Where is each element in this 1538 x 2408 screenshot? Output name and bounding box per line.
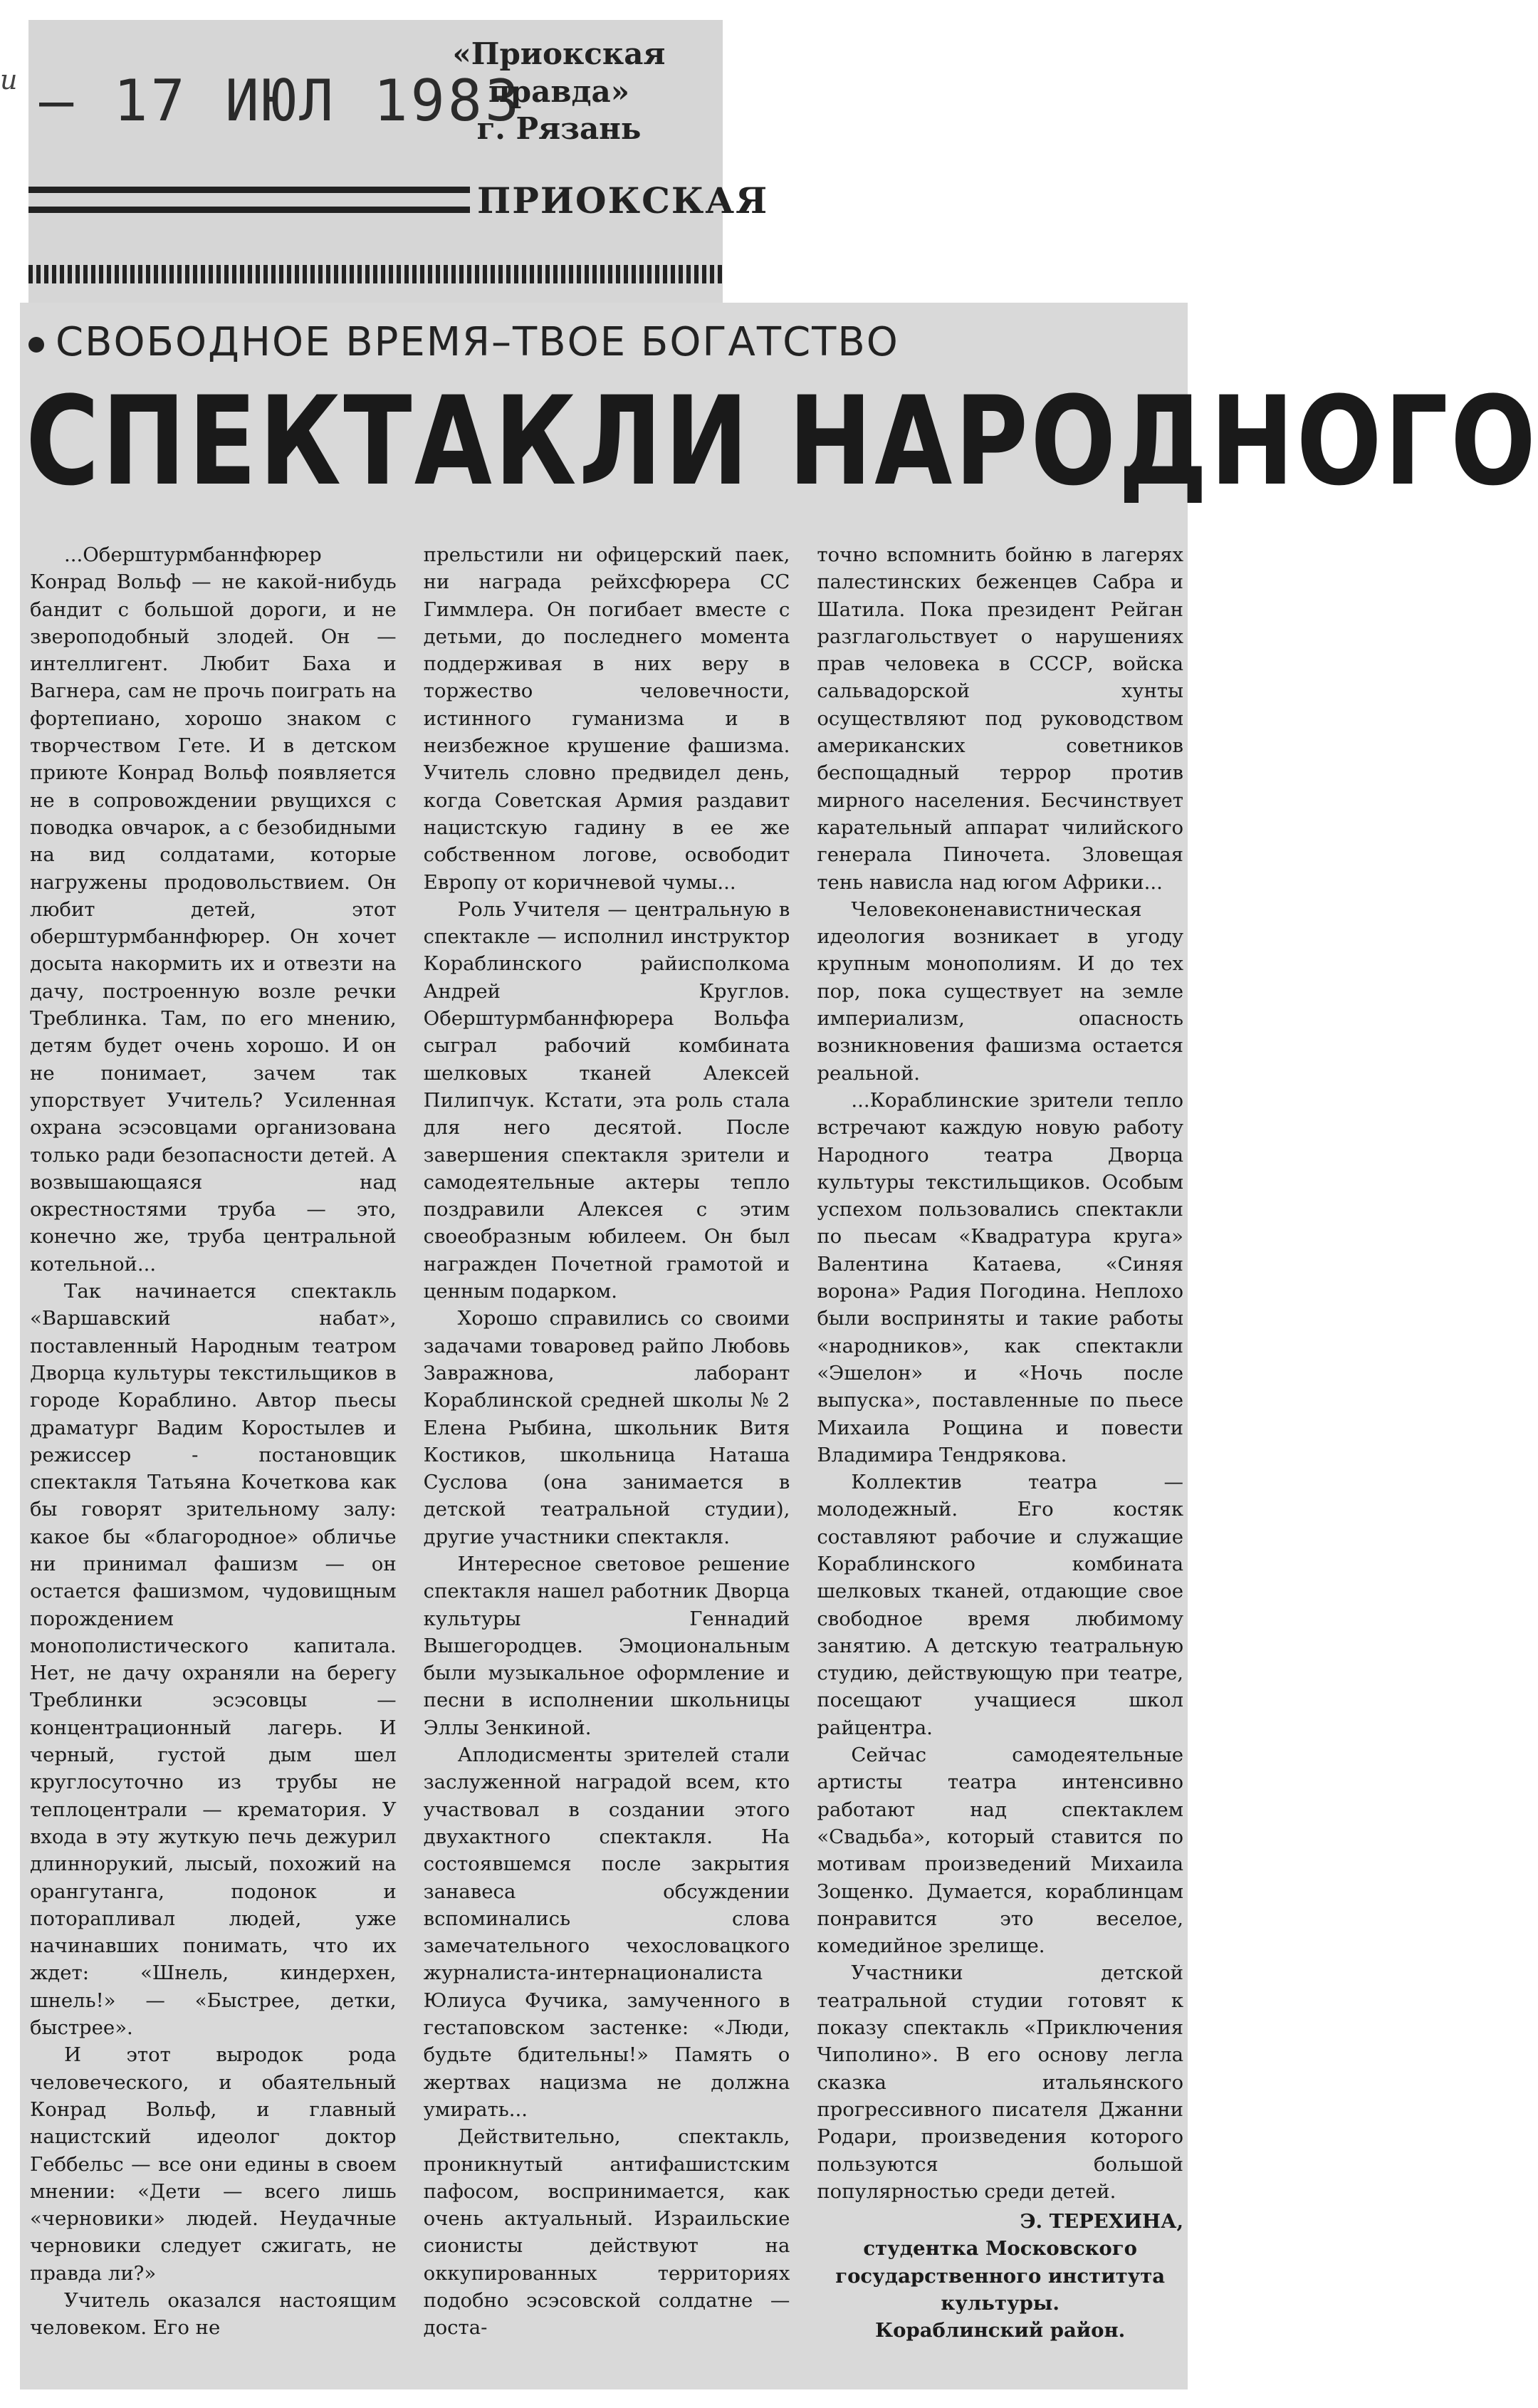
article-column-3 bbox=[817, 541, 1183, 2386]
paragraph: Действительно, спектакль, проникнутый антифашистским пафосом, воспринимается, как очень актуальный. Израильские сионисты действуют на оккупированных территориях подобно эсэсовской солдатне — доста- bbox=[423, 2125, 790, 2340]
article-column-1 bbox=[30, 541, 397, 2386]
paragraph: ...Кораблинские зрители тепло встречают каждую новую работу Народного театра Дворца культуры текстильщиков. Особым успехом пользовались спектакли по пьесам «Квадратура круга» Валентина Катаева, «Синяя ворона» Радия Погодина. Неплохо были восприняты и такие работы «народников», как спектакли «Эшелон» и «Ночь после выпуска», поставленные по пьесе Михаила Рощина и повести Владимира Тендрякова. bbox=[817, 1088, 1184, 1466]
article-headline: СПЕКТАКЛИ НАРОДНОГО bbox=[26, 370, 1538, 513]
paragraph: прельстили ни офицерский паек, ни награда рейхсфюрера СС Гиммлера. Он погибает вместе с детьми, до последнего момента поддерживая в них веру в торжество человечности, истинного гуманизма и в неизбежное крушение фашизма. Учитель словно предвидел день, когда Советская Армия раздавит нацистскую гадину в ее же собственном логове, освободит Европу от коричневой чумы... bbox=[423, 543, 790, 894]
paragraph: Сейчас самодеятельные артисты театра интенсивно работают над спектаклем «Свадьба», который ставится по мотивам произведений Михаила Зощенко. Думается, кораблинцам понравится это веселое, комедийное зрелище. bbox=[817, 1744, 1184, 1958]
author-title: студентка Московского государственного института культуры. bbox=[835, 2237, 1166, 2315]
author-name: Э. ТЕРЕХИНА, bbox=[1020, 2210, 1184, 2234]
paragraph: Хорошо справились со своими задачами товаровед райпо Любовь Завражнова, лаборант Кораблинской средней школы № 2 Елена Рыбина, школьник Витя Костиков, школьница Наташа Суслова (она занимается в детской театральной студии), другие участники спектакля. bbox=[423, 1307, 790, 1548]
article-columns bbox=[30, 541, 1183, 2386]
article-column-2 bbox=[424, 541, 790, 2386]
masthead-hatch-divider bbox=[28, 265, 723, 283]
author-place: Кораблинский район. bbox=[875, 2319, 1126, 2342]
paragraph: Аплодисменты зрителей стали заслуженной наградой всем, кто участвовал в создании этого двухактного спектакля. На состоявшемся после закрытия занавеса обсуждении вспоминались слова замечательного чехословацкого журналиста-интернационалиста Юлиуса Фучика, замученного в гестаповском застенке: «Люди, будьте бдительны!» Память о жертвах нацизма не должна умирать... bbox=[423, 1744, 790, 2121]
paragraph: Учитель оказался настоящим человеком. Его не bbox=[30, 2289, 397, 2340]
newspaper-city: г. Рязань bbox=[476, 111, 642, 146]
paragraph: Так начинается спектакль «Варшавский набат», поставленный Народным театром Дворца культуры текстильщиков в городе Кораблино. Автор пьесы драматург Вадим Коростылев и режиссер - постановщик спектакля Татьяна Кочеткова как бы говорят зрительному залу: какое бы «благородное» обличье ни принимал фашизм — он остается фашизмом, чудовищным порождением монополистического капитала. Нет, не дачу охраняли на берегу Треблинки эсэсовцы — концентрационный лагерь. И черный, густой дым шел круглосуточно из трубы не теплоцентрали — крематория. У входа в эту жуткую печь дежурил длиннорукий, лысый, похожий на орангутанга, подонок и поторапливал людей, уже начинавших понимать, что их ждет: «Шнель, киндерхен, шнель!» — «Быстрее, детки, быстрее». bbox=[30, 1280, 397, 2040]
newspaper-stamp bbox=[399, 36, 719, 148]
paragraph: Участники детской театральной студии готовят к показу спектакль «Приключения Чиполино». В его основу легла сказка итальянского прогрессивного писателя Джанни Родари, произведения которого пользуются большой популярностью среди детей. bbox=[817, 1961, 1184, 2203]
section-name: ПРИОКСКАЯ bbox=[477, 179, 769, 221]
masthead-rule-top bbox=[28, 187, 470, 193]
rubric-text: СВОБОДНОЕ ВРЕМЯ–ТВОЕ БОГАТСТВО bbox=[56, 319, 899, 365]
paragraph: И этот выродок рода человеческого, и обаятельный Конрад Вольф, и главный нацистский идеолог доктор Геббельс — все они едины в своем мнении: «Дети — всего лишь «черновики» людей. Неудачные черновики следует сжигать, не правда ли?» bbox=[30, 2043, 397, 2285]
rubric-heading bbox=[28, 319, 899, 365]
corner-handwritten-mark: u bbox=[0, 64, 18, 95]
paragraph: Коллектив театра — молодежный. Его костяк составляют рабочие и служащие Кораблинского комбината шелковых тканей, отдающие свое свободное время любимому занятию. А детскую театральную студию, действующую при театре, посещают учащиеся школ райцентра. bbox=[817, 1471, 1184, 1739]
paragraph: точно вспомнить бойню в лагерях палестинских беженцев Сабра и Шатила. Пока президент Рейган разглагольствует о нарушениях прав человека в СССР, войска сальвадорской хунты осуществляют под руководством американских советников беспощадный террор против мирного населения. Бесчинствует карательный аппарат чилийского генерала Пиночета. Зловещая тень нависла над югом Африки... bbox=[817, 543, 1184, 894]
paragraph: Интересное световое решение спектакля нашел работник Дворца культуры Геннадий Вышегородцев. Эмоциональным были музыкальное оформление и песни в исполнении школьницы Эллы Зенкиной. bbox=[423, 1552, 790, 1739]
paragraph: Роль Учителя — центральную в спектакле — исполнил инструктор Кораблинского райисполкома Андрей Круглов. Оберштурмбаннфюрера Вольфа сыграл рабочий комбината шелковых тканей Алексей Пилипчук. Кстати, эта роль стала для него десятой. После завершения спектакля зрители и самодеятельные актеры тепло поздравили Алексея с этим своеобразным юбилеем. Он был награжден Почетной грамотой и ценным подарком. bbox=[423, 897, 790, 1303]
paragraph: Человеконенавистническая идеология возникает в угоду крупным монополиям. И до тех пор, пока существует на земле империализм, опасность возникновения фашизма остается реальной. bbox=[817, 897, 1184, 1085]
paragraph: ...Оберштурмбаннфюрер Конрад Вольф — не какой-нибудь бандит с большой дороги, и не звероподобный злодей. Он — интеллигент. Любит Баха и Вагнера, сам не прочь поиграть на фортепиано, хорошо знаком с творчеством Гете. И в детском приюте Конрад Вольф появляется не в сопровождении рвущихся с поводка овчарок, а с безобидными на вид солдатами, которые нагружены продовольствием. Он любит детей, этот оберштурмбаннфюрер. Он хочет досыта накормить их и отвезти на дачу, построенную возле речки Треблинка. Там, по его мнению, детям будет очень хорошо. И он не понимает, зачем так упорствует Учитель? Усиленная охрана эсэсовцами организована только ради безопасности детей. А возвышающаяся над окрестностями труба — это, конечно же, труба центральной котельной... bbox=[30, 543, 397, 1276]
newspaper-name: «Приокская правда» bbox=[452, 36, 666, 109]
bullet-icon bbox=[28, 337, 44, 353]
masthead-rule-bottom bbox=[28, 207, 470, 213]
date-stamp: – 17 ИЮЛ 1983 bbox=[39, 68, 523, 134]
